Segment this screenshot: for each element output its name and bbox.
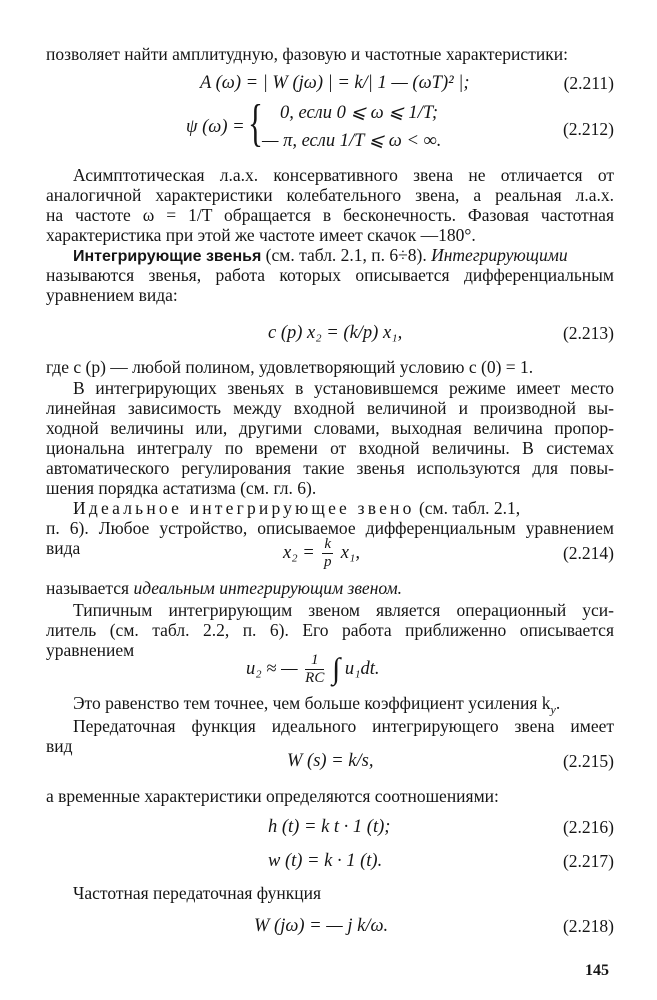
text-line: Частотная передаточная функция — [73, 883, 322, 903]
subscript: у — [550, 702, 556, 717]
italic-term: Интегрирующими — [431, 245, 568, 265]
equation-rhs: u₁dt. — [344, 658, 380, 679]
text-line: уравнением — [46, 640, 135, 660]
equation-number: (2.214) — [562, 543, 614, 563]
text-line: позволяет найти амплитудную, фазовую и частотные характеристики: — [46, 44, 568, 64]
equation-rhs: x₁, — [340, 542, 360, 563]
text-line: п. 6). Любое устройство, описываемое дифференциальным уравнением — [46, 518, 614, 538]
equation-number: (2.213) — [562, 323, 614, 343]
text-line: на частоте ω = 1/T обращается в бесконечность. Фазовая частотная — [46, 205, 614, 225]
equation-number: (2.216) — [562, 817, 614, 837]
text-line: литель (см. табл. 2.2, п. 6). Его работа приближенно описывается — [46, 620, 614, 640]
text-span: . — [555, 693, 561, 713]
fraction-numerator: k — [324, 536, 332, 552]
fraction-denominator: p — [323, 554, 332, 570]
text-line: вида — [46, 538, 81, 558]
equation-2-212-lhs: ψ (ω) = — [186, 117, 245, 137]
equation-2-212-case-2: — π, если 1/T ⩽ ω < ∞. — [262, 131, 442, 151]
text-line: Асимптотическая л.а.х. консервативного звена не отличается от — [73, 165, 614, 185]
equation-2-212-case-1: 0, если 0 ⩽ ω ⩽ 1/T; — [280, 103, 439, 123]
spaced-term: Идеальное интегрирующее звено — [73, 498, 415, 518]
equation-number: (2.211) — [563, 73, 614, 93]
equation-2-217: w (t) = k · 1 (t). — [268, 851, 383, 871]
bold-term: Интегрирующие звенья — [73, 248, 262, 265]
page-number: 145 — [585, 962, 609, 979]
text-line: называются звенья, работа которых описывается дифференциальным — [46, 265, 614, 285]
text-line: где c (p) — любой полином, удовлетворяющий условию c (0) = 1. — [46, 357, 534, 377]
equation-number: (2.212) — [562, 119, 614, 139]
fraction — [305, 652, 324, 687]
equation-2-218: W (jω) = — j k/ω. — [254, 916, 389, 936]
text-line: аналогичной характеристики колебательного звена, а реальная л.а.х. — [46, 185, 614, 205]
text-line: шения порядка астатизма (см. гл. 6). — [46, 478, 317, 498]
equation-number: (2.217) — [562, 851, 614, 871]
text-line: автоматического регулирования такие звенья используются для повы- — [46, 458, 614, 478]
equation-number: (2.218) — [562, 916, 614, 936]
equation-lhs: u₂ ≈ — — [246, 658, 298, 679]
text-line: В интегрирующих звеньях в установившемся режиме имеет место — [73, 378, 614, 398]
integral-icon: ∫ — [331, 652, 341, 686]
curly-brace-icon: { — [248, 95, 263, 152]
equation-lhs: x₂ = — [283, 542, 315, 563]
equation-2-213: c (p) x₂ = (k/p) x₁, — [268, 323, 403, 343]
text-line: циональна интегралу по времени от входной величины. В системах — [46, 438, 614, 458]
text-line: характеристика при этой же частоте имеет скачок —180°. — [46, 225, 476, 245]
ideal-definition-line — [46, 578, 614, 598]
text-line: Типичным интегрирующим звеном является операционный уси- — [73, 600, 614, 620]
text-span: (см. табл. 2.1, — [414, 498, 521, 518]
equation-2-214 — [283, 536, 360, 571]
text-line: ходной величины или, другими словами, выходная величина пропор- — [46, 418, 614, 438]
text-span: Это равенство тем точнее, чем больше коэффициент усиления k — [73, 693, 551, 713]
text-line: Передаточная функция идеального интегрирующего звена имеет — [73, 716, 614, 736]
fraction-numerator: 1 — [305, 652, 324, 670]
equation-2-215: W (s) = k/s, — [287, 751, 374, 771]
equation-2-216: h (t) = k t · 1 (t); — [268, 817, 391, 837]
fraction-denominator: RC — [305, 670, 325, 686]
ideal-link-line — [73, 498, 614, 518]
text-line: уравнением вида: — [46, 285, 178, 305]
paragraph-integrating-links — [73, 245, 614, 267]
text-line: а временные характеристики определяются соотношениями: — [46, 786, 499, 806]
text-span: называется — [46, 578, 134, 598]
text-span: (см. табл. 2.1, п. 6÷8). — [261, 245, 432, 265]
equation-number: (2.215) — [562, 751, 614, 771]
italic-term: идеальным интегрирующим звеном. — [133, 578, 403, 598]
fraction — [322, 536, 333, 571]
text-line: линейная зависимость между входной величиной и производной вы- — [46, 398, 614, 418]
text-line: вид — [46, 736, 73, 756]
equation-2-211: A (ω) = | W (jω) | = k/| 1 — (ωT)² |; — [200, 73, 470, 93]
opamp-equation — [246, 652, 380, 687]
